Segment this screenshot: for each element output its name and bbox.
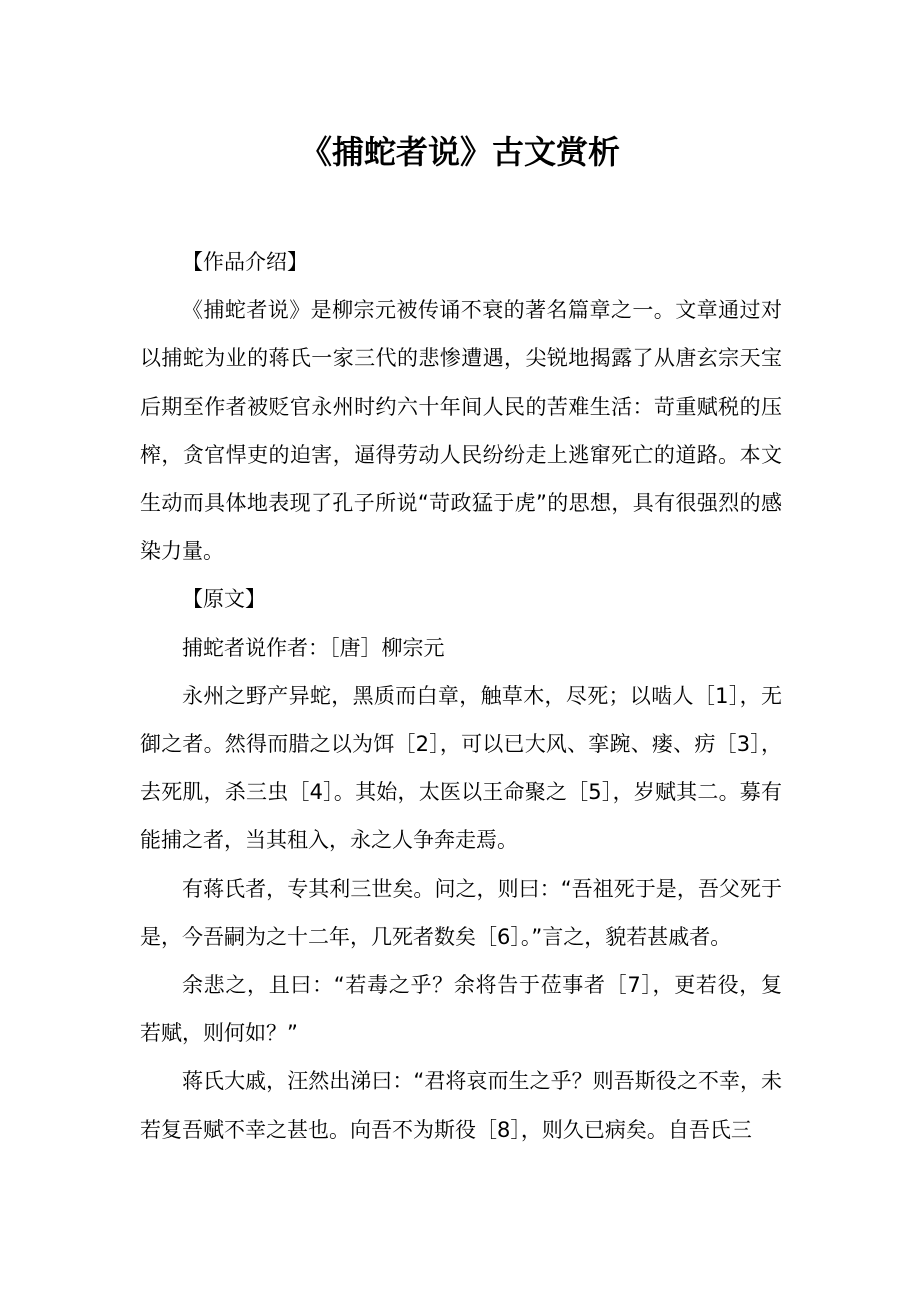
section-heading-intro: 【作品介绍】 [182, 250, 308, 274]
original-paragraph-1: 永州之野产异蛇，黑质而白章，触草木，尽死；以啮人［1］，无御之者。然得而腊之以为饵［2］，可以已大风、挛踠、瘘、疠［3］，去死肌，杀三虫［4］。其始，太医以王命聚之［5］，岁赋其二。募有能捕之者，当其租入，永之人争奔走焉。 [140, 683, 782, 853]
document-title: 《捕蛇者说》古文赏析 [299, 133, 620, 171]
author-line: 捕蛇者说作者：［唐］柳宗元 [182, 635, 445, 660]
section-heading-original: 【原文】 [182, 587, 266, 612]
original-paragraph-3: 余悲之，且曰：“若毒之乎？余将告于莅事者［7］，更若役，复若赋，则何如？” [140, 973, 782, 1046]
original-paragraph-4: 蒋氏大戚，汪然出涕曰：“君将哀而生之乎？则吾斯役之不幸，未若复吾赋不幸之甚也。向吾不为斯役［8］，则久已病矣。自吾氏三 [140, 1069, 782, 1142]
intro-paragraph: 《捕蛇者说》是柳宗元被传诵不衰的著名篇章之一。文章通过对以捕蛇为业的蒋氏一家三代的悲惨遭遇，尖锐地揭露了从唐玄宗天宝后期至作者被贬官永州时约六十年间人民的苦难生活：苛重赋税的压榨，贪官悍吏的迫害，逼得劳动人民纷纷走上逃窜死亡的道路。本文生动而具体地表现了孔子所说“苛政猛于虎”的思想，具有很强烈的感染力量。 [140, 298, 782, 564]
document-body [140, 238, 782, 1154]
original-paragraph-2: 有蒋氏者，专其利三世矣。问之，则曰：“吾祖死于是，吾父死于是，今吾嗣为之十二年，几死者数矣［6］。”言之，貌若甚戚者。 [140, 876, 782, 949]
